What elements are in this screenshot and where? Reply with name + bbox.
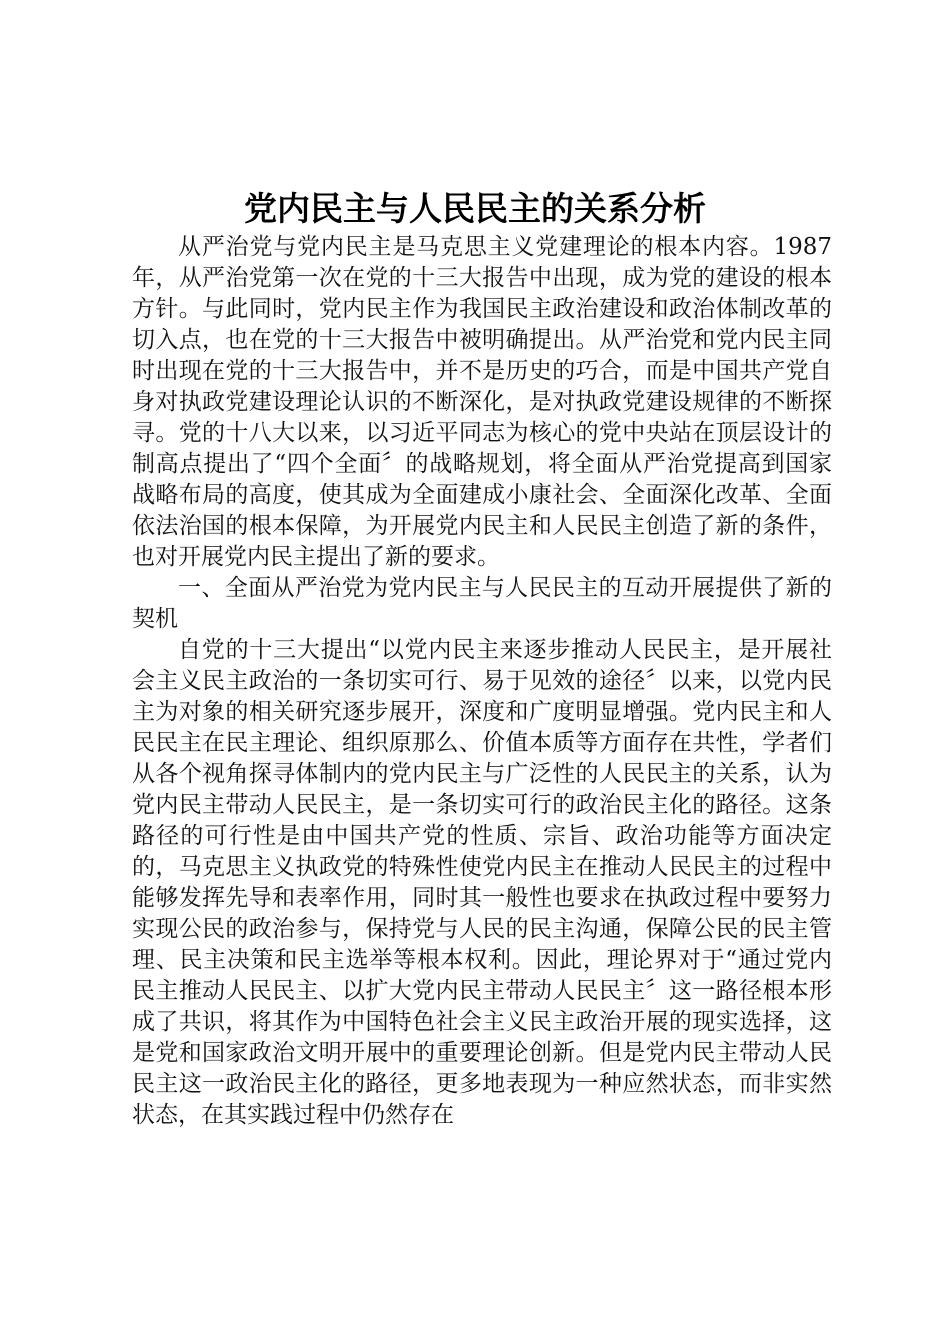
- document-body: [132, 232, 832, 1131]
- section-heading-1: 一、全面从严治党为党内民主与人民民主的互动开展提供了新的契机: [132, 575, 832, 632]
- paragraph-section-1: 自党的十三大提出“以党内民主来逐步推动人民民主，是开展社会主义民主政治的一条切实可行、易于见效的途径〞以来，以党内民主为对象的相关研究逐步展开，深度和广度明显增强。党内民主和人民民主在民主理论、组织原那么、价值本质等方面存在共性，学者们从各个视角探寻体制内的党内民主与广泛性的人民民主的关系，认为党内民主带动人民民主，是一条切实可行的政治民主化的路径。这条路径的可行性是由中国共产党的性质、宗旨、政治功能等方面决定的，马克思主义执政党的特殊性使党内民主在推动人民民主的过程中能够发挥先导和表率作用，同时其一般性也要求在执政过程中要努力实现公民的政治参与，保持党与人民的民主沟通，保障公民的民主管理、民主决策和民主选举等根本权利。因此，理论界对于“通过党内民主推动人民民主、以扩大党内民主带动人民民主〞这一路径根本形成了共识，将其作为中国特色社会主义民主政治开展的现实选择，这是党和国家政治文明开展中的重要理论创新。但是党内民主带动人民民主这一政治民主化的路径，更多地表现为一种应然状态，而非实然状态，在其实践过程中仍然存在: [132, 637, 832, 1128]
- paragraph-intro: 从严治党与党内民主是马克思主义党建理论的根本内容。1987年，从严治党第一次在党的十三大报告中出现，成为党的建设的根本方针。与此同时，党内民主作为我国民主政治建设和政治体制改革的切入点，也在党的十三大报告中被明确提出。从严治党和党内民主同时出现在党的十三大报告中，并不是历史的巧合，而是中国共产党自身对执政党建设理论认识的不断深化，是对执政党建设规律的不断探寻。党的十八大以来，以习近平同志为核心的党中央站在顶层设计的制高点提出了“四个全面〞的战略规划，将全面从严治党提高到国家战略布局的高度，使其成为全面建成小康社会、全面深化改革、全面依法治国的根本保障，为开展党内民主和人民民主创造了新的条件，也对开展党内民主提出了新的要求。: [132, 234, 832, 570]
- document-title: 党内民主与人民民主的关系分析: [244, 189, 706, 228]
